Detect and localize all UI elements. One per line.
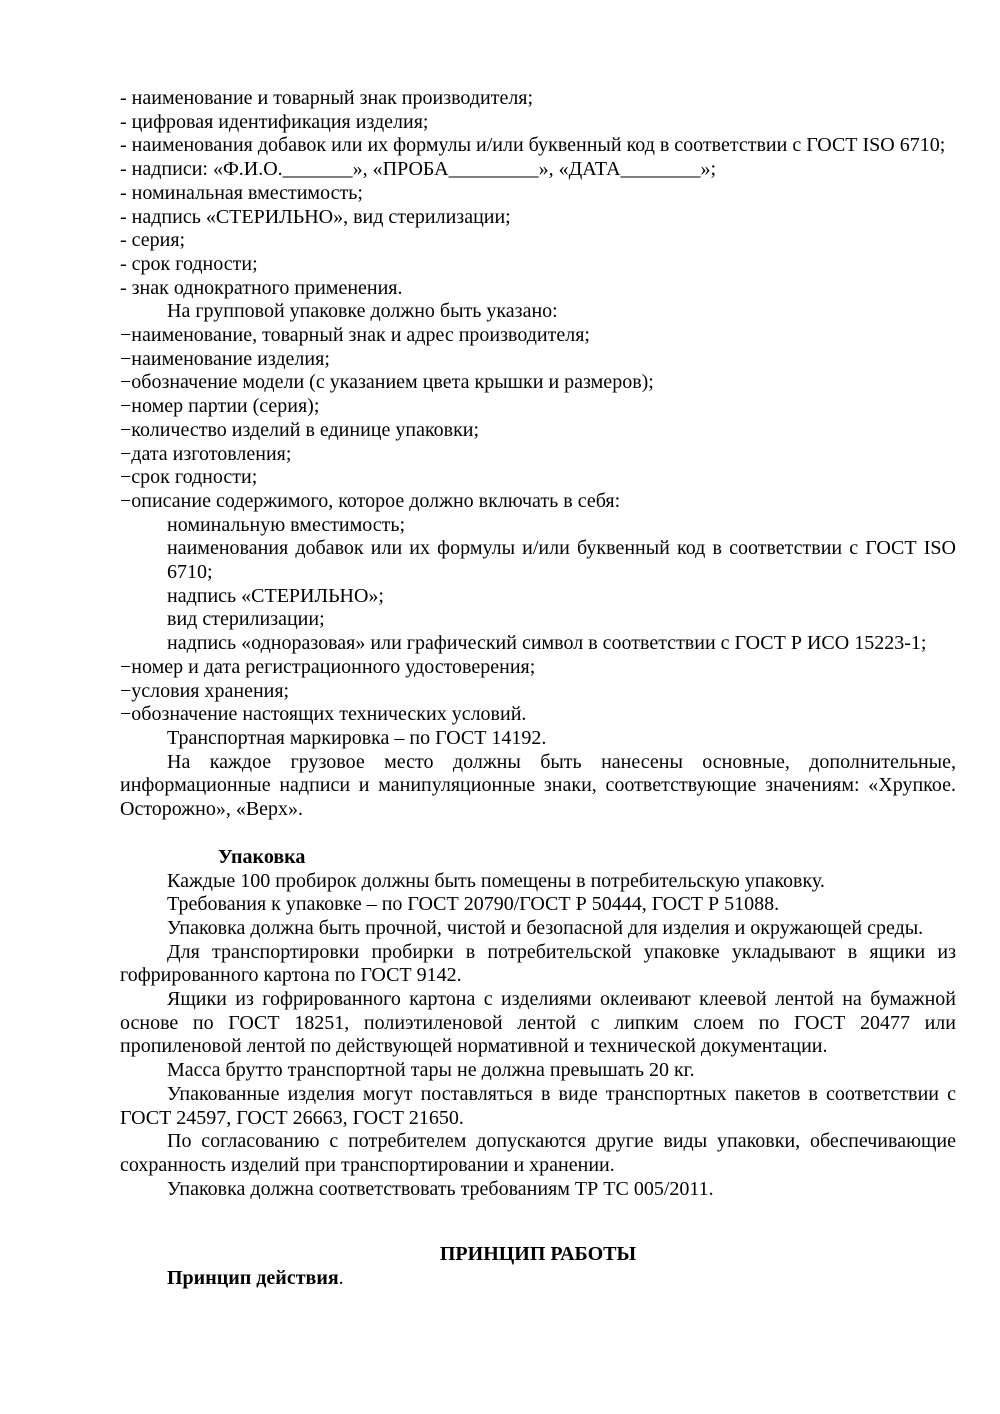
sublist-item-sterilization-type: вид стерилизации;	[167, 608, 325, 631]
paragraph-transport-packets: Упакованные изделия могут поставляться в виде транспортных пакетов в соответствии с ГОСТ 24597, ГОСТ 26663, ГОСТ 21650.	[120, 1082, 956, 1129]
list-item-contents-description: −описание содержимого, которое должно включать в себя:	[120, 489, 621, 512]
paragraph-other-packaging: По согласованию с потребителем допускаются другие виды упаковки, обеспечивающие сохранность изделий при транспортировании и хранении.	[120, 1130, 956, 1176]
paragraph-cargo-marking: На каждое грузовое место должны быть нанесены основные, дополнительные, информационные надписи и манипуляционные знаки, соответствующие значениям: «Хрупкое. Осторожно», «Верх».	[120, 750, 956, 821]
document-content	[120, 87, 956, 1291]
sublist-item-nominal-capacity: номинальную вместимость;	[167, 513, 406, 536]
list-item-storage-conditions: −условия хранения;	[120, 679, 290, 702]
list-item-registration-cert: −номер и дата регистрационного удостоверения;	[120, 655, 536, 678]
paragraph-gross-weight: Масса брутто транспортной тары не должна превышать 20 кг.	[167, 1059, 695, 1082]
list-item-manufacturer-mark: - наименование и товарный знак производителя;	[120, 87, 534, 109]
list-item-manufacture-date: −дата изготовления;	[120, 442, 292, 465]
list-item-units-per-package: −количество изделий в единице упаковки;	[120, 418, 480, 441]
section-heading-principle: ПРИНЦИП РАБОТЫ	[439, 1243, 637, 1266]
section-heading-packaging: Упаковка	[218, 845, 306, 868]
list-item-additives-code: - наименования добавок или их формулы и/или буквенный код в соответствии с ГОСТ ISO 6710;	[120, 134, 946, 157]
paragraph-regular-text: .	[338, 1267, 344, 1290]
paragraph-boxes-taping: Ящики из гофрированного картона с изделиями оклеивают клеевой лентой на бумажной основе по ГОСТ 18251, полиэтиленовой лентой с липким слоем по ГОСТ 20477 или пропиленовой лентой по действующей нормативной и технической документации.	[120, 988, 956, 1058]
paragraph-transport-marking: Транспортная маркировка – по ГОСТ 14192.	[167, 726, 547, 749]
sublist-item-disposable-label: надпись «одноразовая» или графический символ в соответствии с ГОСТ Р ИСО 15223-1;	[167, 632, 927, 655]
list-item-name-mark-address: −наименование, товарный знак и адрес производителя;	[120, 324, 590, 347]
sublist-item-additives-code: наименования добавок или их формулы и/или буквенный код в соответствии с ГОСТ ISO 6710;	[167, 537, 956, 584]
paragraph-package-requirements: Требования к упаковке – по ГОСТ 20790/ГОСТ Р 50444, ГОСТ Р 51088.	[167, 893, 780, 916]
list-item-series: - серия;	[120, 229, 186, 252]
paragraph-principle-lead	[120, 1267, 956, 1291]
list-item-tech-conditions: −обозначение настоящих технических условий.	[120, 703, 527, 726]
list-item-sterile-label: - надпись «СТЕРИЛЬНО», вид стерилизации;	[120, 205, 511, 228]
paragraph-group-package-intro: На групповой упаковке должно быть указано:	[167, 300, 558, 323]
list-item-expiry: −срок годности;	[120, 466, 258, 489]
list-item-nominal-capacity: - номинальная вместимость;	[120, 181, 363, 204]
sublist-item-sterile-label: надпись «СТЕРИЛЬНО»;	[167, 584, 384, 607]
paragraph-tr-ts-compliance: Упаковка должна соответствовать требованиям ТР ТС 005/2011.	[167, 1177, 714, 1200]
list-item-single-use-sign: - знак однократного применения.	[120, 276, 403, 299]
paragraph-transport-boxes: Для транспортировки пробирки в потребительской упаковке укладывают в ящики из гофрированного картона по ГОСТ 9142.	[120, 940, 956, 987]
list-item-labels-fio: - надписи: «Ф.И.О._______», «ПРОБА_________», «ДАТА________»;	[120, 158, 717, 181]
list-item-batch-number: −номер партии (серия);	[120, 395, 320, 418]
list-item-model-designation: −обозначение модели (с указанием цвета крышки и размеров);	[120, 371, 654, 394]
list-item-shelf-life: - срок годности;	[120, 252, 258, 275]
list-item-digital-id: - цифровая идентификация изделия;	[120, 110, 429, 133]
paragraph-package-durability: Упаковка должна быть прочной, чистой и безопасной для изделия и окружающей среды.	[167, 916, 924, 939]
list-item-product-name: −наименование изделия;	[120, 347, 330, 370]
paragraph-consumer-package: Каждые 100 пробирок должны быть помещены в потребительскую упаковку.	[167, 869, 825, 892]
paragraph-bold-text: Принцип действия	[167, 1267, 339, 1290]
